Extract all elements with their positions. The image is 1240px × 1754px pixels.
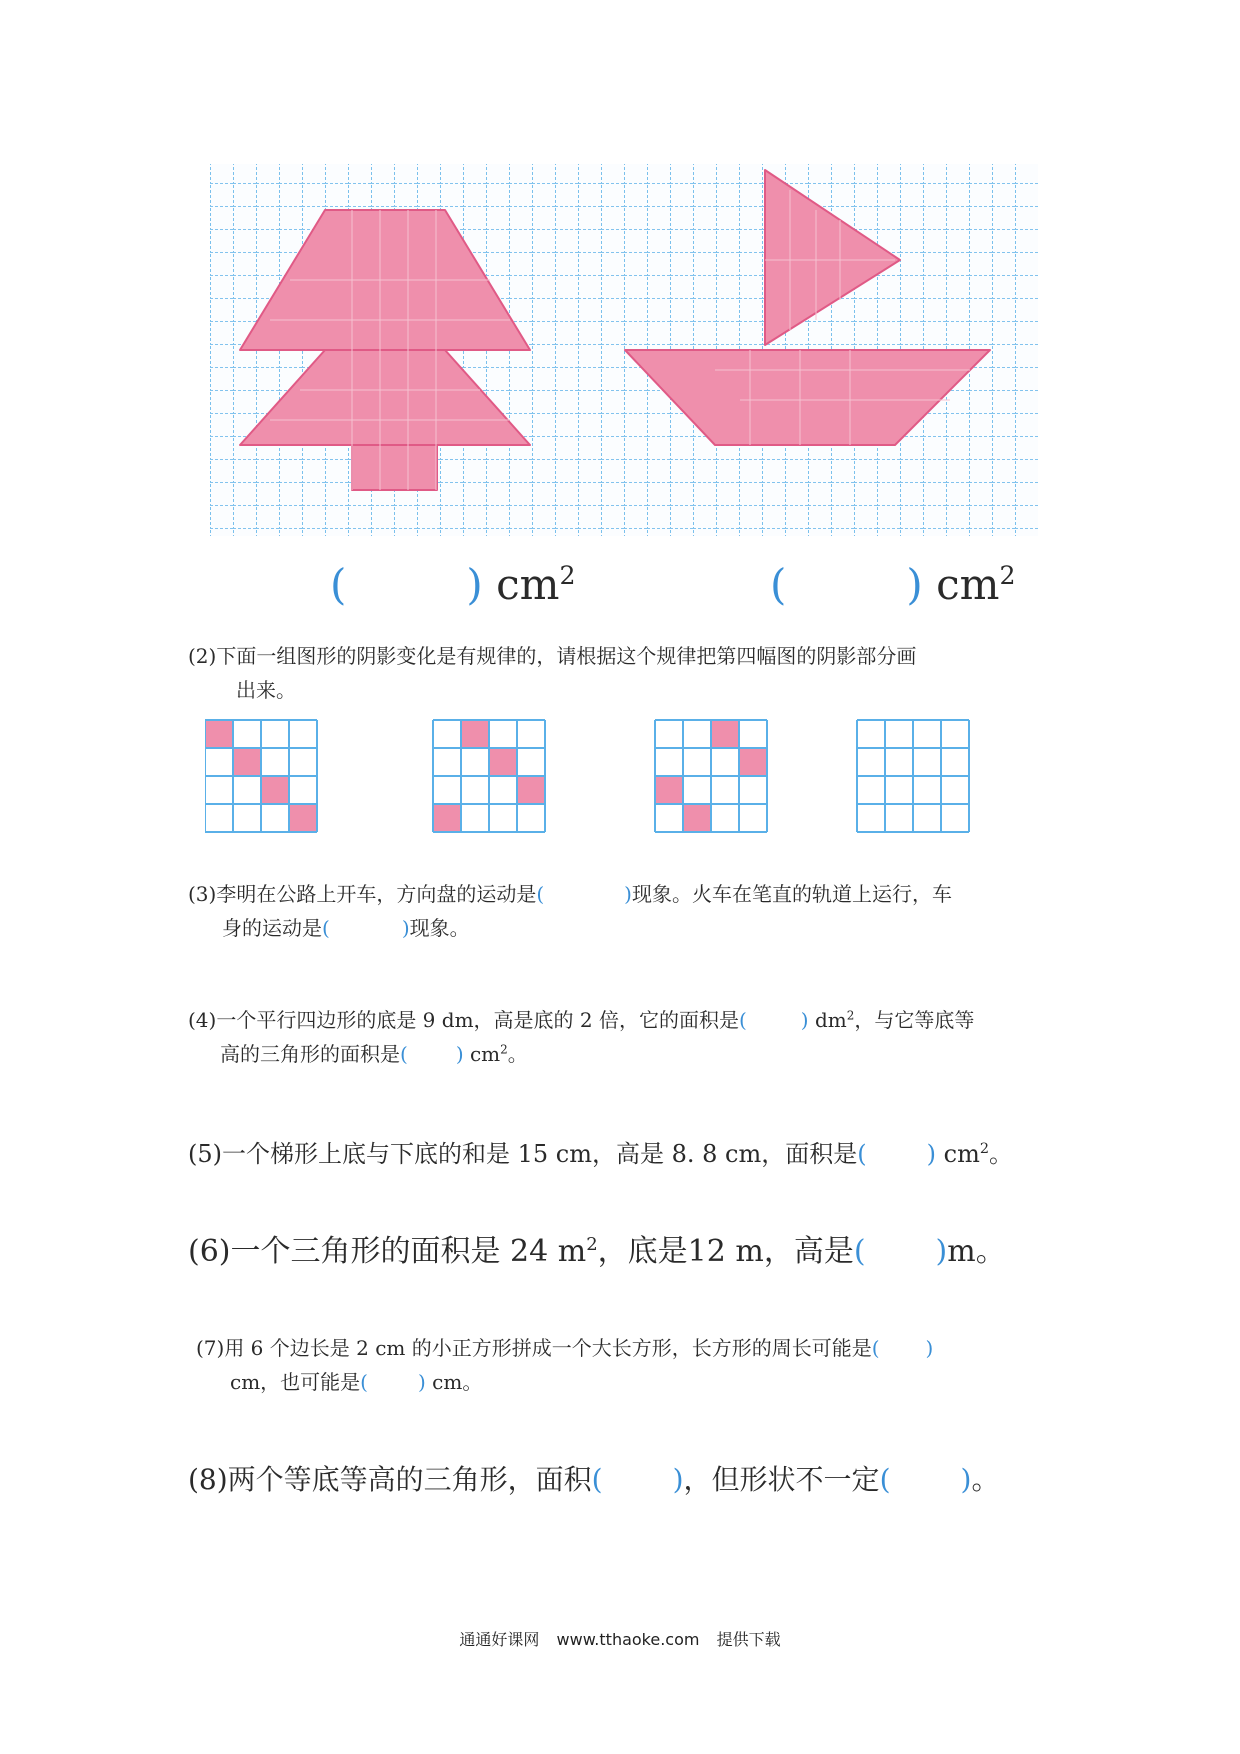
shaded-cell bbox=[739, 748, 767, 776]
q1-answer-1-open: ( bbox=[330, 560, 347, 609]
q3-line1 bbox=[188, 878, 952, 907]
q1-answer-1-exp: 2 bbox=[559, 561, 576, 590]
footer-site-name: 通通好课网 bbox=[459, 1630, 540, 1649]
q4-exp-1: 2 bbox=[846, 1008, 855, 1023]
q3-paren-open-1: ( bbox=[536, 882, 545, 906]
q5-paren-close: ) bbox=[926, 1140, 936, 1168]
q6-text-2: ，底是12 m，高是 bbox=[597, 1234, 854, 1269]
q5-unit: cm bbox=[943, 1140, 980, 1168]
q6-paren-open: ( bbox=[853, 1234, 866, 1269]
q7-paren-open-1: ( bbox=[871, 1336, 880, 1360]
pattern-grid-1 bbox=[205, 720, 317, 832]
q3-text-2: 现象。火车在笔直的轨道上运行，车 bbox=[631, 882, 952, 906]
q4-unit-1: dm bbox=[814, 1008, 847, 1032]
q4-line1 bbox=[188, 1004, 974, 1033]
q1-answer-2 bbox=[770, 560, 1016, 609]
q2-pattern-grids bbox=[205, 718, 1035, 848]
q7-text-1: (7)用 6 个边长是 2 cm 的小正方形拼成一个大长方形，长方形的周长可能是 bbox=[196, 1336, 872, 1360]
q4-text-1: (4)一个平行四边形的底是 9 dm，高是底的 2 倍，它的面积是 bbox=[188, 1008, 739, 1032]
q3-text-1: (3)李明在公路上开车，方向盘的运动是 bbox=[188, 882, 537, 906]
q5-text: (5)一个梯形上底与下底的和是 15 cm，高是 8. 8 cm，面积是 bbox=[188, 1140, 858, 1168]
q4-text-3: 高的三角形的面积是 bbox=[220, 1042, 400, 1066]
q7-paren-close-2: ) bbox=[417, 1370, 426, 1394]
shaded-cell bbox=[261, 776, 289, 804]
q7-paren-open-2: ( bbox=[360, 1370, 368, 1394]
q4-paren-close-1: ) bbox=[800, 1008, 809, 1032]
q5-paren-open: ( bbox=[857, 1140, 867, 1168]
q1-answer-1-unit: cm bbox=[496, 560, 560, 609]
q3-paren-close-2: ) bbox=[401, 916, 410, 940]
q2-line1: (2)下面一组图形的阴影变化是有规律的，请根据这个规律把第四幅图的阴影部分画 bbox=[188, 644, 917, 668]
q3-paren-open-2: ( bbox=[322, 916, 330, 940]
q1-answer-2-unit: cm bbox=[936, 560, 1000, 609]
q6-line bbox=[188, 1226, 1006, 1270]
shaded-cell bbox=[289, 804, 317, 832]
q5-exp: 2 bbox=[979, 1141, 989, 1157]
shaded-cell bbox=[489, 748, 517, 776]
q4-end: 。 bbox=[507, 1042, 528, 1066]
q3-line2 bbox=[222, 912, 470, 941]
q7-line2 bbox=[230, 1366, 482, 1395]
q6-end: m。 bbox=[947, 1234, 1006, 1269]
pattern-grid-3 bbox=[655, 720, 767, 832]
q4-paren-close-2: ) bbox=[455, 1042, 464, 1066]
q3-text-4: 现象。 bbox=[409, 916, 470, 940]
pattern-grid-4[interactable] bbox=[857, 720, 969, 832]
shaded-cell bbox=[517, 776, 545, 804]
shaded-cell bbox=[655, 776, 683, 804]
q3-paren-close-1: ) bbox=[624, 882, 632, 906]
q4-paren-open-2: ( bbox=[400, 1042, 408, 1066]
q4-text-2: ，与它等底等 bbox=[854, 1008, 975, 1032]
shaded-cell bbox=[205, 720, 233, 748]
q7-line1 bbox=[196, 1332, 933, 1361]
q1-answer-2-exp: 2 bbox=[999, 561, 1016, 590]
q4-line2 bbox=[220, 1038, 528, 1067]
q8-end: 。 bbox=[971, 1463, 1000, 1496]
q1-answer-2-open: ( bbox=[770, 560, 787, 609]
q3-text-3: 身的运动是 bbox=[222, 916, 322, 940]
footer-suffix: 提供下载 bbox=[716, 1630, 781, 1649]
shaded-cell bbox=[433, 804, 461, 832]
shaded-cell bbox=[461, 720, 489, 748]
q2-line2: 出来。 bbox=[236, 678, 296, 702]
q4-unit-2: cm bbox=[469, 1042, 501, 1066]
q7-text-3: cm。 bbox=[432, 1370, 483, 1394]
q1-answer-1 bbox=[330, 560, 576, 609]
q1-answer-1-close: ) bbox=[466, 560, 483, 609]
page-footer bbox=[0, 1627, 1240, 1650]
q8-paren-open-1: ( bbox=[591, 1463, 603, 1496]
footer-url[interactable]: www.tthaoke.com bbox=[556, 1630, 700, 1649]
q7-text-2: cm，也可能是 bbox=[230, 1370, 361, 1394]
q8-paren-open-2: ( bbox=[879, 1463, 891, 1496]
q6-exp: 2 bbox=[586, 1234, 598, 1255]
q8-text-1: (8)两个等底等高的三角形，面积 bbox=[188, 1463, 592, 1496]
q6-paren-close: ) bbox=[935, 1234, 948, 1269]
q1-figure-grid bbox=[210, 160, 1040, 540]
shaded-cell bbox=[683, 804, 711, 832]
q5-end: 。 bbox=[989, 1140, 1013, 1168]
q8-paren-close-2: ) bbox=[960, 1463, 972, 1496]
q5-line bbox=[188, 1134, 1013, 1169]
q1-answer-2-close: ) bbox=[906, 560, 923, 609]
q8-line bbox=[188, 1458, 999, 1498]
q4-paren-open-1: ( bbox=[738, 1008, 747, 1032]
q6-text-1: (6)一个三角形的面积是 24 m bbox=[188, 1234, 587, 1269]
q8-text-2: ，但形状不一定 bbox=[683, 1463, 880, 1496]
q7-paren-close-1: ) bbox=[925, 1336, 934, 1360]
shaded-cell bbox=[233, 748, 261, 776]
q8-paren-close-1: ) bbox=[672, 1463, 684, 1496]
shaded-cell bbox=[711, 720, 739, 748]
pattern-grid-2 bbox=[433, 720, 545, 832]
q4-exp-2: 2 bbox=[500, 1042, 508, 1057]
